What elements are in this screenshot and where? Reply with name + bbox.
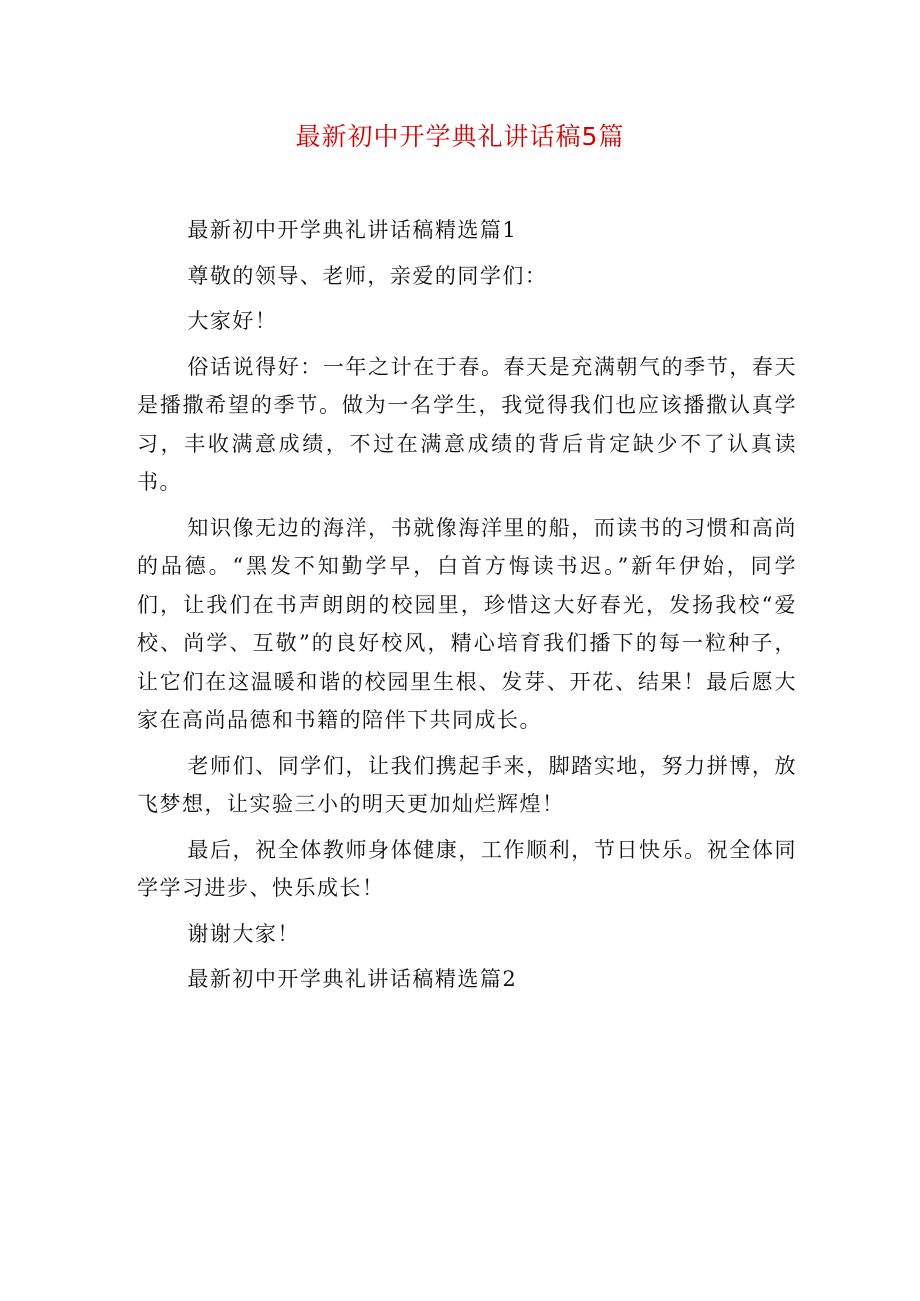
greeting: 大家好！ [187, 309, 278, 333]
salutation: 尊敬的领导、老师，亲爱的同学们： [187, 263, 548, 288]
paragraph-knowledge: 知识像无边的海洋，书就像海洋里的船，而读书的习惯和高尚的品德。“黑发不知勤学早，白首方悔读书迟。”新年伊始，同学们，让我们在书声朗朗的校园里，珍惜这大好春光，发扬我校“爱校、尚学、互敬”的良好校风，精心培育我们播下的每一粒种子，让它们在这温暖和谐的校园里生根、发芽、开花、结果！最后愿大家在高尚品德和书籍的陪伴下共同成长。 [137, 515, 797, 732]
document-title: 最新初中开学典礼讲话稿5篇 [295, 122, 625, 151]
paragraph-call-to-action: 老师们、同学们，让我们携起手来，脚踏实地，努力拼博，放飞梦想，让实验三小的明天更加灿烂辉煌！ [137, 753, 797, 816]
section-heading-1: 最新初中开学典礼讲话稿精选篇1 [187, 218, 518, 242]
closing-thanks: 谢谢大家！ [187, 921, 300, 946]
document-body [137, 211, 797, 1006]
section-heading-2: 最新初中开学典礼讲话稿精选篇2 [187, 967, 518, 991]
paragraph-wishes: 最后，祝全体教师身体健康，工作顺利，节日快乐。祝全体同学学习进步、快乐成长！ [137, 837, 797, 900]
paragraph-spring: 俗话说得好：一年之计在于春。春天是充满朝气的季节，春天是播撒希望的季节。做为一名学生，我觉得我们也应该播撒认真学习，丰收满意成绩，不过在满意成绩的背后肯定缺少不了认真读书。 [137, 354, 797, 494]
